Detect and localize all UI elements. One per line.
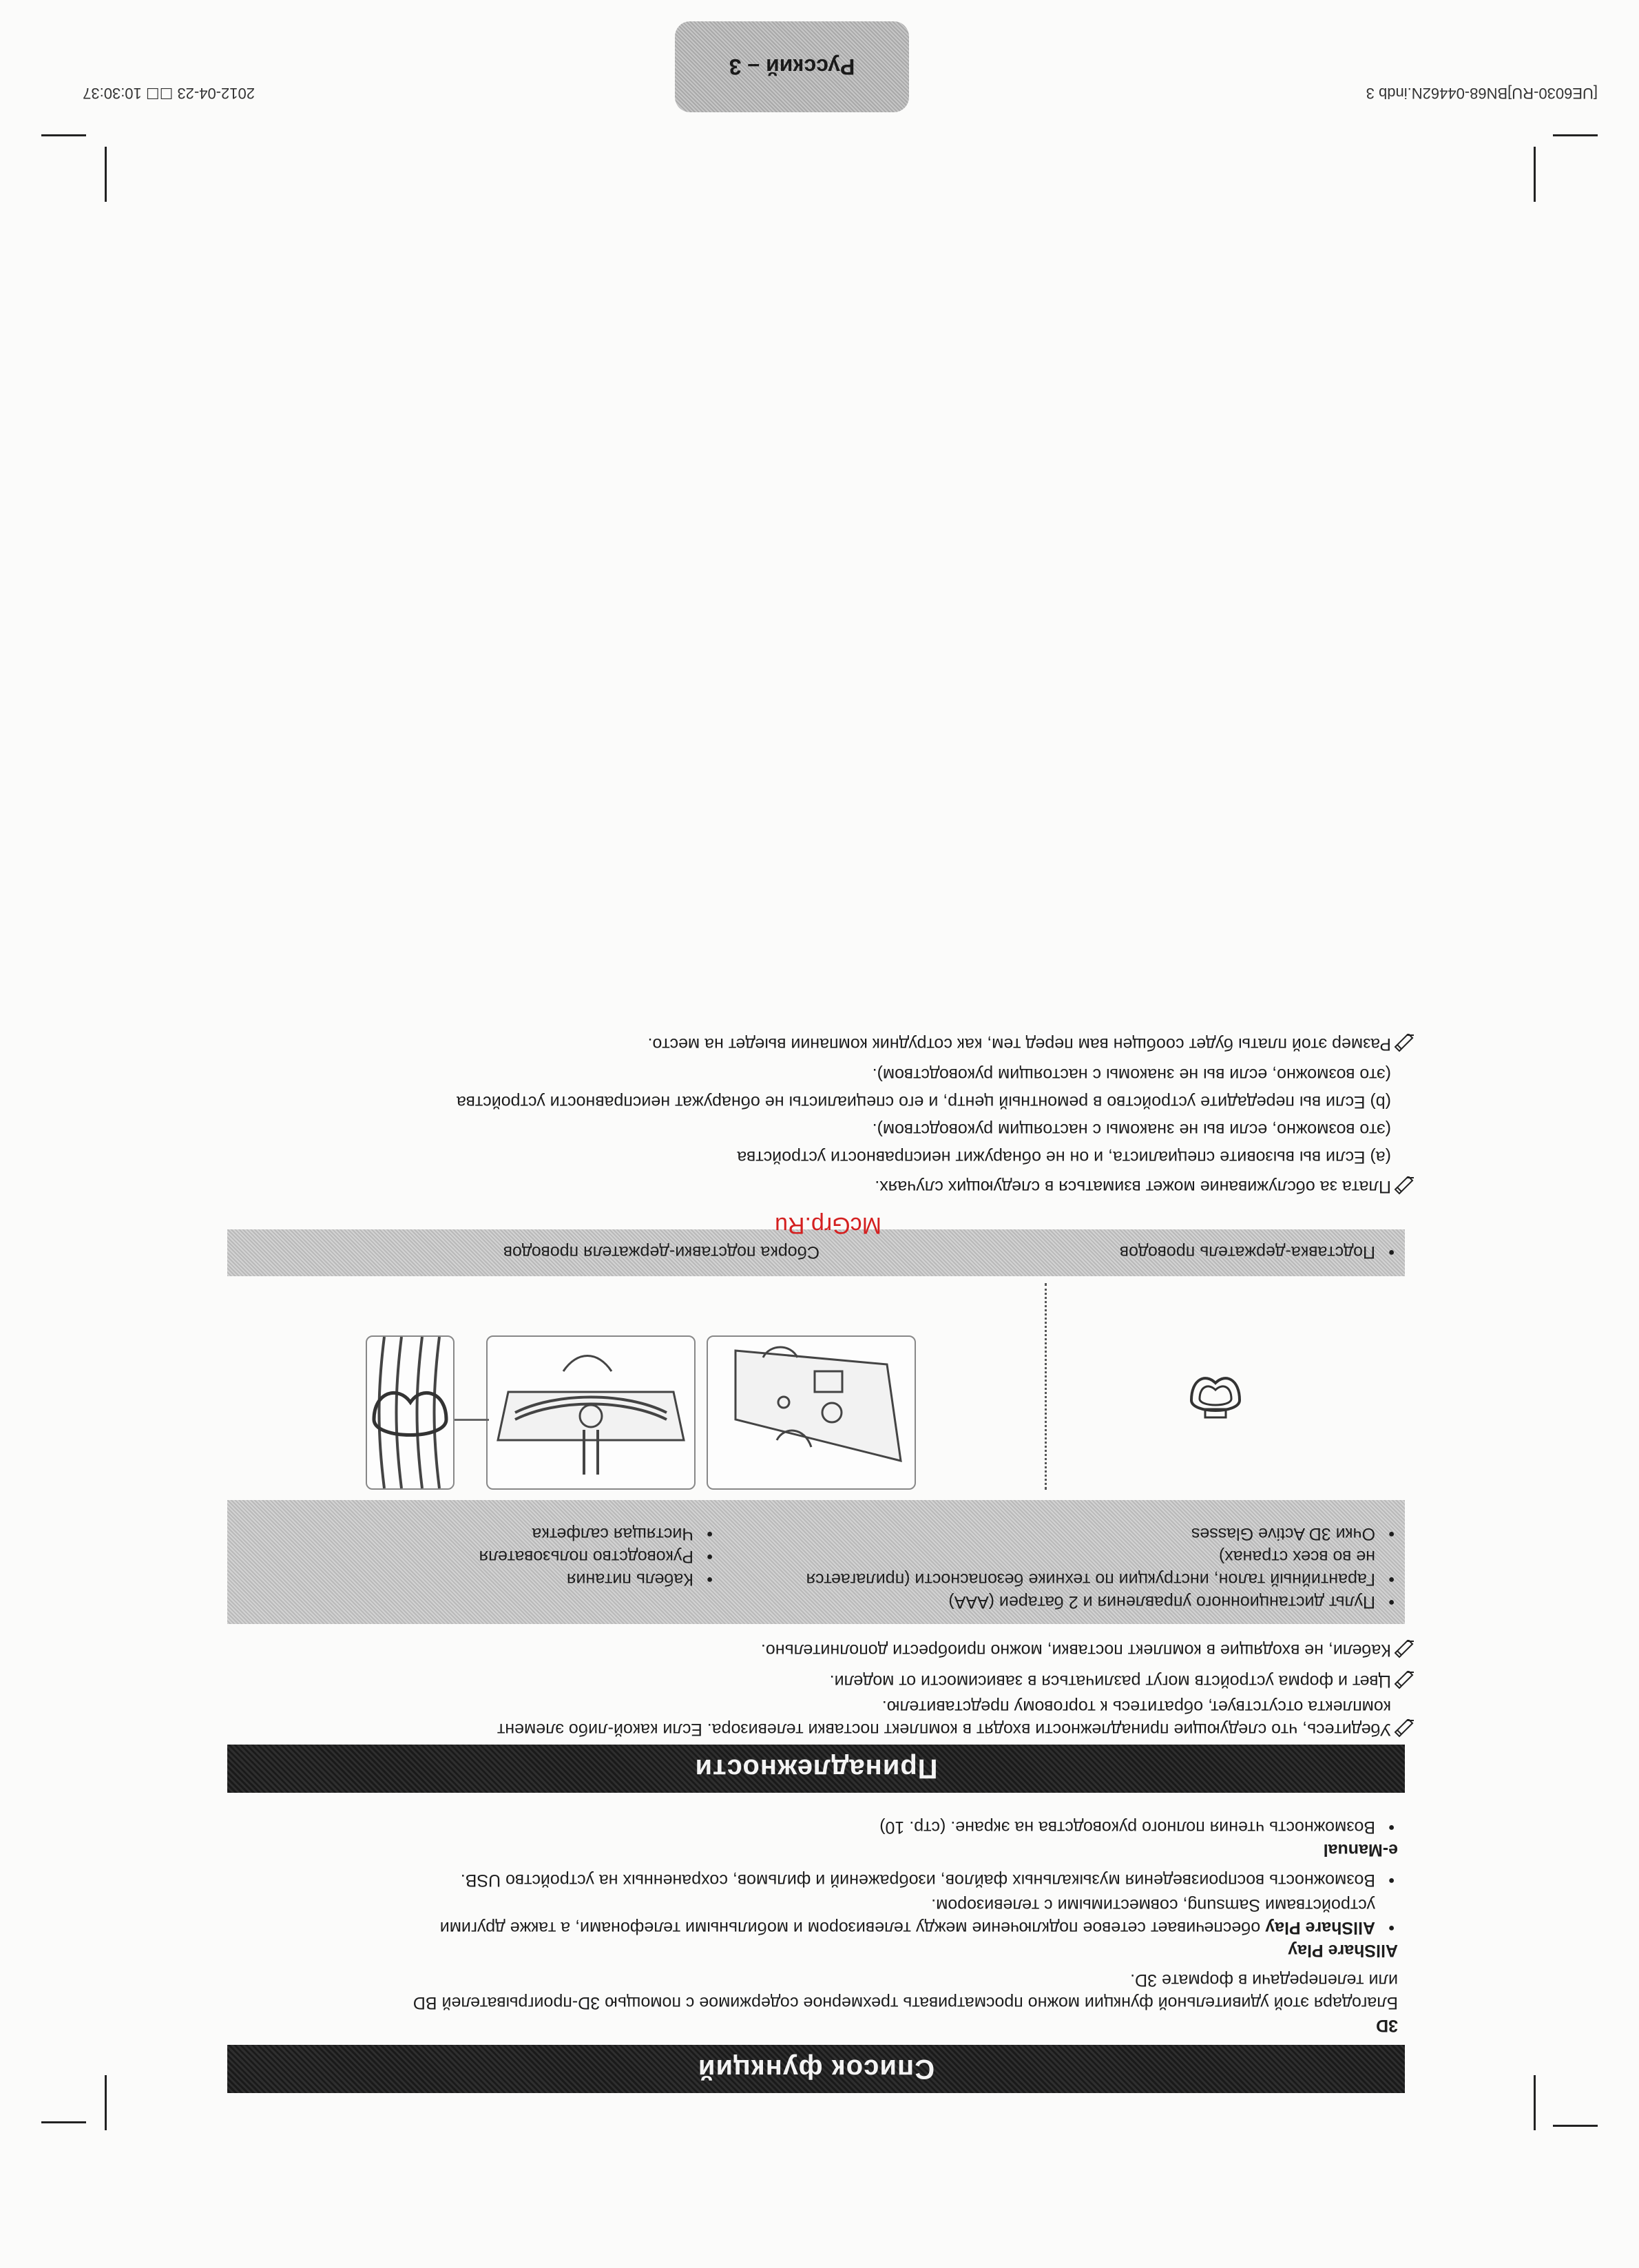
- feature-allshare-bullet-2: Возможность воспроизведения музыкальных файлов, изображений и фильмов, сохраненных на устройство USB.: [460, 1871, 1375, 1890]
- bullet-icon: •: [707, 1524, 713, 1543]
- service-note-line: (b) Если вы передадите устройство в ремонтный центр, и его специалисты не обнаружат неисправности устройства: [456, 1092, 1391, 1112]
- allshare-name: AllShare Play: [1265, 1918, 1375, 1937]
- accessories-note: Кабели, не входящие в комплект поставки, можно приобрести дополнительно.: [760, 1641, 1391, 1660]
- note-pencil-icon: [1393, 1719, 1415, 1740]
- note-pencil-icon: [1393, 1034, 1415, 1054]
- bullet-icon: •: [707, 1570, 713, 1589]
- feature-allshare-bullet: [440, 1916, 1375, 1939]
- bullet-icon: •: [1388, 1524, 1395, 1543]
- accessory-item: Пульт дистанционного управления и 2 батареи (AAA): [948, 1592, 1375, 1612]
- bullet-icon: •: [1388, 1871, 1395, 1890]
- note-pencil-icon: [1393, 1176, 1415, 1197]
- feature-3d-line: Благодаря этой удивительной функции можно просматривать трехмерное содержимое с помощью 3D-проигрывателей BD: [413, 1993, 1398, 2012]
- accessory-item: Кабель питания: [566, 1570, 693, 1589]
- print-timestamp: 2012-04-23 ☐☐ 10:30:37: [83, 85, 255, 102]
- accessories-title-bar: [227, 1745, 1405, 1793]
- stand-label: Подставка-держатель проводов: [1119, 1242, 1375, 1262]
- crop-mark: [1534, 2075, 1536, 2130]
- accessory-item: Чистящая салфетка: [532, 1524, 693, 1543]
- page-number-label: Русский – 3: [729, 54, 855, 80]
- watermark: McGrp.Ru: [775, 1212, 881, 1238]
- accessory-item: Гарантийный талон, инструкции по технике безопасности (прилагается: [806, 1570, 1375, 1589]
- service-note: Плата за обслуживание может взиматься в следующих случаях.: [875, 1177, 1391, 1196]
- accessories-note: Убедитесь, что следующие принадлежности входят в комплект поставки телевизора. Если какой-либо элемент: [497, 1720, 1391, 1739]
- crop-mark: [1534, 147, 1536, 202]
- features-title-bar: [227, 2045, 1405, 2093]
- accessory-item: Очки 3D Active Glasses: [1191, 1524, 1375, 1543]
- bullet-icon: •: [1388, 1592, 1395, 1612]
- service-note-line: (a) Если вы вызовите специалиста, и он не обнаружит неисправности устройства: [737, 1147, 1391, 1167]
- service-note-line: (это возможно, если вы не знакомы с настоящим руководством).: [872, 1065, 1391, 1084]
- accessory-item-continued: не во всех странах): [1218, 1547, 1375, 1566]
- feature-emanual-bullet: Возможность чтения полного руководства на экране. (стр. 10): [879, 1818, 1375, 1837]
- accessories-title: Принадлежности: [694, 1754, 938, 1785]
- print-file-name: [UE6030-RU]BN68-04462N.indb 3: [1366, 85, 1598, 102]
- bullet-icon: •: [707, 1547, 713, 1566]
- crop-mark: [1553, 134, 1598, 136]
- crop-mark: [1553, 2125, 1598, 2127]
- accessories-note: Цвет и форма устройств могут различаться в зависимости от модели.: [829, 1672, 1391, 1691]
- bullet-icon: •: [1388, 1918, 1395, 1937]
- feature-emanual-heading: e-Manual: [1323, 1840, 1398, 1860]
- assembly-step-2-figure: [486, 1335, 696, 1490]
- crop-mark: [105, 147, 107, 202]
- note-pencil-icon: [1393, 1640, 1415, 1661]
- bullet-icon: •: [1388, 1570, 1395, 1589]
- crop-mark: [41, 134, 86, 136]
- accessories-note: комплекта отсутствует, обратитесь к торговому представителю.: [881, 1697, 1391, 1716]
- cable-holder-icon: [1184, 1366, 1246, 1421]
- stand-assembly-label: Сборка подставки-держателя проводов: [503, 1242, 820, 1262]
- feature-allshare-line: устройствами Samsung, совместимыми с телевизором.: [931, 1895, 1375, 1915]
- service-note-line: (это возможно, если вы не знакомы с настоящим руководством).: [872, 1120, 1391, 1139]
- assembly-detail-figure: [366, 1335, 455, 1490]
- bullet-icon: •: [1388, 1242, 1395, 1262]
- bullet-icon: •: [1388, 1818, 1395, 1837]
- feature-allshare-heading: AllShare Play: [1288, 1941, 1398, 1960]
- image-divider: [1045, 1283, 1047, 1490]
- crop-mark: [105, 2075, 107, 2130]
- service-note: Размер этой платы будет сообщен вам перед тем, как сотрудник компании выедет на место.: [647, 1034, 1391, 1054]
- feature-3d-heading: 3D: [1376, 2016, 1398, 2035]
- page-number-badge: [675, 21, 909, 112]
- accessory-item: Руководство пользователя: [479, 1547, 693, 1566]
- allshare-text: обеспечивает сетевое подключение между телевизором и мобильными телефонами, а также другими: [439, 1918, 1266, 1937]
- assembly-step-1-figure: [707, 1335, 916, 1490]
- note-pencil-icon: [1393, 1671, 1415, 1692]
- features-title: Список функций: [697, 2054, 935, 2085]
- zoom-connector: [455, 1419, 489, 1421]
- feature-3d-line: или телепередачи в формате 3D.: [1130, 1970, 1398, 1990]
- crop-mark: [41, 2121, 86, 2123]
